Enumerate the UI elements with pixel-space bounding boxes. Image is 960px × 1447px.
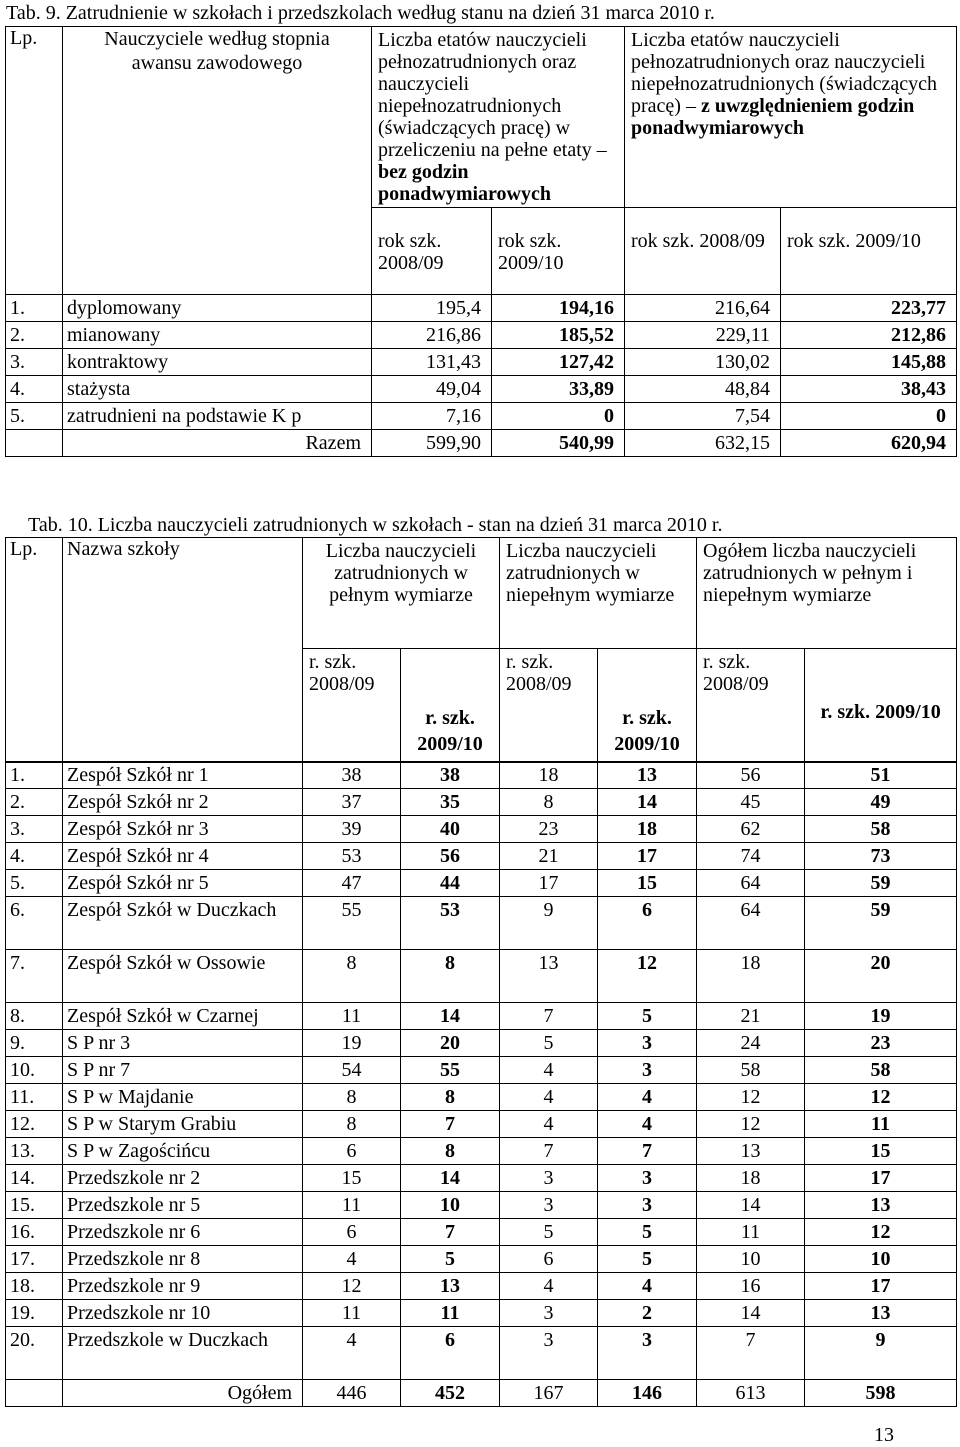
cell: 44	[401, 870, 500, 897]
cell: 16	[697, 1273, 805, 1300]
cell: 13	[697, 1138, 805, 1165]
cell: 14	[697, 1192, 805, 1219]
cell: 23	[805, 1030, 957, 1057]
cell: 3	[598, 1192, 697, 1219]
cell: 58	[697, 1057, 805, 1084]
cell: 131,43	[372, 348, 492, 375]
cell: 8	[303, 1111, 401, 1138]
tab10-year-new: r. szk. 2009/10	[401, 648, 500, 763]
cell: 12	[697, 1084, 805, 1111]
cell: 452	[401, 1380, 500, 1407]
row-name: zatrudnieni na podstawie K p	[63, 402, 372, 429]
cell: 37	[303, 789, 401, 816]
cell: 14	[697, 1300, 805, 1327]
tab9-lp-header-cont	[6, 208, 63, 295]
row-name: Przedszkole nr 8	[63, 1246, 303, 1273]
row-name: Zespół Szkół w Duczkach	[63, 897, 303, 950]
row-name: S P w Starym Grabiu	[63, 1111, 303, 1138]
tab10-year-old: r. szk. 2008/09	[697, 648, 805, 763]
cell: 35	[401, 789, 500, 816]
cell: 5	[598, 1003, 697, 1030]
cell: 18	[500, 762, 598, 789]
cell: 9	[805, 1327, 957, 1380]
cell: 212,86	[781, 321, 957, 348]
cell: 146	[598, 1380, 697, 1407]
cell: 223,77	[781, 294, 957, 321]
tab9-year-header: rok szk. 2009/10	[781, 208, 957, 295]
cell: 73	[805, 843, 957, 870]
cell: 38	[303, 762, 401, 789]
cell: 216,64	[625, 294, 781, 321]
cell: 7	[401, 1111, 500, 1138]
row-lp: 14.	[6, 1165, 63, 1192]
tab10-group3-header: Ogółem liczba nauczycieli zatrudnionych w pełnym i niepełnym wymiarze	[697, 538, 957, 649]
table-row	[6, 1165, 957, 1192]
row-lp: 17.	[6, 1246, 63, 1273]
cell: 4	[500, 1111, 598, 1138]
cell: 8	[500, 789, 598, 816]
table-row	[6, 1111, 957, 1138]
row-name: kontraktowy	[63, 348, 372, 375]
cell: 49	[805, 789, 957, 816]
cell: 14	[401, 1165, 500, 1192]
cell: 59	[805, 897, 957, 950]
row-name: Zespół Szkół w Ossowie	[63, 950, 303, 1003]
cell: 49,04	[372, 375, 492, 402]
row-lp: 11.	[6, 1084, 63, 1111]
tab10-year-new: r. szk. 2009/10	[805, 648, 957, 763]
table-row	[6, 762, 957, 789]
cell: 8	[303, 1084, 401, 1111]
cell: 195,4	[372, 294, 492, 321]
cell: 17	[805, 1273, 957, 1300]
row-name: Zespół Szkół nr 5	[63, 870, 303, 897]
cell: 17	[805, 1165, 957, 1192]
cell: 540,99	[492, 429, 625, 456]
table-row	[6, 1138, 957, 1165]
cell: 5	[401, 1246, 500, 1273]
row-name: S P w Majdanie	[63, 1084, 303, 1111]
tab10-lp-header: Lp.	[6, 538, 63, 649]
tab10-body	[5, 761, 957, 1407]
cell: 3	[598, 1057, 697, 1084]
cell: 12	[303, 1273, 401, 1300]
cell: 11	[805, 1111, 957, 1138]
cell: 15	[598, 870, 697, 897]
row-name: Zespół Szkół nr 2	[63, 789, 303, 816]
cell: 6	[303, 1138, 401, 1165]
row-name: Przedszkole nr 5	[63, 1192, 303, 1219]
cell: 12	[805, 1219, 957, 1246]
row-lp: 9.	[6, 1030, 63, 1057]
cell: 13	[500, 950, 598, 1003]
cell: 21	[500, 843, 598, 870]
tab10-lp-header-cont	[6, 648, 63, 763]
table-row	[6, 870, 957, 897]
cell: 446	[303, 1380, 401, 1407]
cell: 12	[805, 1084, 957, 1111]
tab9-table	[5, 26, 957, 457]
cell: 14	[598, 789, 697, 816]
row-name: Przedszkole w Duczkach	[63, 1327, 303, 1380]
row-lp: 12.	[6, 1111, 63, 1138]
cell: 5	[500, 1030, 598, 1057]
cell: 8	[401, 1084, 500, 1111]
row-lp: 16.	[6, 1219, 63, 1246]
tab9-lp-header: Lp.	[6, 27, 63, 208]
table-row	[6, 1273, 957, 1300]
row-name: Przedszkole nr 6	[63, 1219, 303, 1246]
cell: 38	[401, 762, 500, 789]
total-row	[6, 429, 957, 456]
total-row	[6, 1380, 957, 1407]
row-lp: 8.	[6, 1003, 63, 1030]
row-name: stażysta	[63, 375, 372, 402]
cell: 5	[598, 1219, 697, 1246]
cell: 3	[500, 1192, 598, 1219]
cell: 7	[500, 1003, 598, 1030]
cell: 3	[500, 1165, 598, 1192]
row-lp: 5.	[6, 402, 63, 429]
table-row	[6, 348, 957, 375]
cell: 15	[805, 1138, 957, 1165]
cell: 7	[598, 1138, 697, 1165]
cell: 11	[303, 1192, 401, 1219]
table-row	[6, 1192, 957, 1219]
cell: 185,52	[492, 321, 625, 348]
tab9-year-header: rok szk. 2008/09	[372, 208, 492, 295]
cell: 47	[303, 870, 401, 897]
cell: 58	[805, 816, 957, 843]
cell: 194,16	[492, 294, 625, 321]
cell: 2	[598, 1300, 697, 1327]
cell: 6	[500, 1246, 598, 1273]
cell: 3	[500, 1300, 598, 1327]
table-row	[6, 789, 957, 816]
cell: 8	[303, 950, 401, 1003]
cell: 3	[598, 1030, 697, 1057]
cell: 7	[697, 1327, 805, 1380]
row-name: mianowany	[63, 321, 372, 348]
cell: 6	[303, 1219, 401, 1246]
cell: 4	[598, 1273, 697, 1300]
cell: 11	[303, 1003, 401, 1030]
row-lp: 10.	[6, 1057, 63, 1084]
cell: 7	[500, 1138, 598, 1165]
cell: 145,88	[781, 348, 957, 375]
tab9-year-header: rok szk. 2008/09	[625, 208, 781, 295]
tab9-group1-header: Liczba etatów nauczycieli pełnozatrudnionych oraz nauczycieli niepełnozatrudnionych (świadczących pracę) w przeliczeniu na pełne etaty – bez godzin ponadwymiarowych	[372, 27, 625, 208]
cell: 620,94	[781, 429, 957, 456]
cell: 4	[303, 1246, 401, 1273]
table-row	[6, 1057, 957, 1084]
table-row	[6, 843, 957, 870]
cell: 21	[697, 1003, 805, 1030]
row-lp: 13.	[6, 1138, 63, 1165]
cell: 7,16	[372, 402, 492, 429]
row-lp: 19.	[6, 1300, 63, 1327]
total-label: Ogółem	[63, 1380, 303, 1407]
cell: 54	[303, 1057, 401, 1084]
cell: 13	[805, 1300, 957, 1327]
row-lp: 3.	[6, 816, 63, 843]
total-label: Razem	[63, 429, 372, 456]
row-name: dyplomowany	[63, 294, 372, 321]
cell: 19	[805, 1003, 957, 1030]
cell: 38,43	[781, 375, 957, 402]
table-row	[6, 1327, 957, 1380]
table-row	[6, 1219, 957, 1246]
cell: 11	[303, 1300, 401, 1327]
table-row	[6, 375, 957, 402]
row-name: Przedszkole nr 9	[63, 1273, 303, 1300]
cell: 229,11	[625, 321, 781, 348]
row-lp: 4.	[6, 843, 63, 870]
cell: 56	[401, 843, 500, 870]
cell: 12	[598, 950, 697, 1003]
table-row	[6, 1030, 957, 1057]
cell: 64	[697, 870, 805, 897]
tab9-caption: Tab. 9. Zatrudnienie w szkołach i przedszkolach według stanu na dzień 31 marca 2010 r.	[6, 2, 715, 24]
tab10-year-old: r. szk. 2008/09	[500, 648, 598, 763]
cell: 6	[598, 897, 697, 950]
cell: 13	[401, 1273, 500, 1300]
table-row	[6, 1246, 957, 1273]
cell: 17	[598, 843, 697, 870]
cell: 632,15	[625, 429, 781, 456]
cell: 58	[805, 1057, 957, 1084]
row-lp: 5.	[6, 870, 63, 897]
cell: 18	[598, 816, 697, 843]
row-lp: 2.	[6, 789, 63, 816]
row-name: S P nr 7	[63, 1057, 303, 1084]
cell: 23	[500, 816, 598, 843]
cell: 4	[500, 1057, 598, 1084]
cell: 4	[598, 1111, 697, 1138]
total-lp	[6, 1380, 63, 1407]
table-row	[6, 1084, 957, 1111]
tab9-year-header: rok szk. 2009/10	[492, 208, 625, 295]
table-row	[6, 321, 957, 348]
row-name: S P w Zagościńcu	[63, 1138, 303, 1165]
row-name: Zespół Szkół w Czarnej	[63, 1003, 303, 1030]
tab10-year-new: r. szk. 2009/10	[598, 648, 697, 763]
row-name: Zespół Szkół nr 4	[63, 843, 303, 870]
table-row	[6, 402, 957, 429]
cell: 5	[598, 1246, 697, 1273]
cell: 59	[805, 870, 957, 897]
cell: 64	[697, 897, 805, 950]
tab10-name-header: Nazwa szkoły	[63, 538, 303, 649]
row-lp: 3.	[6, 348, 63, 375]
cell: 3	[500, 1327, 598, 1380]
table-row	[6, 950, 957, 1003]
cell: 20	[401, 1030, 500, 1057]
row-lp: 20.	[6, 1327, 63, 1380]
row-name: Zespół Szkół nr 1	[63, 762, 303, 789]
row-lp: 15.	[6, 1192, 63, 1219]
cell: 14	[401, 1003, 500, 1030]
cell: 11	[697, 1219, 805, 1246]
cell: 15	[303, 1165, 401, 1192]
cell: 74	[697, 843, 805, 870]
cell: 599,90	[372, 429, 492, 456]
cell: 598	[805, 1380, 957, 1407]
cell: 8	[401, 950, 500, 1003]
cell: 7,54	[625, 402, 781, 429]
table-row	[6, 1003, 957, 1030]
cell: 8	[401, 1138, 500, 1165]
cell: 6	[401, 1327, 500, 1380]
cell: 55	[401, 1057, 500, 1084]
cell: 216,86	[372, 321, 492, 348]
cell: 62	[697, 816, 805, 843]
cell: 10	[697, 1246, 805, 1273]
table-row	[6, 1300, 957, 1327]
cell: 20	[805, 950, 957, 1003]
cell: 48,84	[625, 375, 781, 402]
cell: 9	[500, 897, 598, 950]
tab9-level-header-cont	[63, 208, 372, 295]
row-lp: 1.	[6, 294, 63, 321]
cell: 7	[401, 1219, 500, 1246]
row-lp: 7.	[6, 950, 63, 1003]
cell: 17	[500, 870, 598, 897]
cell: 130,02	[625, 348, 781, 375]
cell: 0	[492, 402, 625, 429]
total-lp	[6, 429, 63, 456]
cell: 53	[303, 843, 401, 870]
table-row	[6, 897, 957, 950]
cell: 4	[500, 1273, 598, 1300]
cell: 12	[697, 1111, 805, 1138]
cell: 167	[500, 1380, 598, 1407]
cell: 33,89	[492, 375, 625, 402]
tab10-group2-header: Liczba nauczycieli zatrudnionych w niepełnym wymiarze	[500, 538, 697, 649]
cell: 0	[781, 402, 957, 429]
tab10-name-header-cont	[63, 648, 303, 763]
cell: 5	[500, 1219, 598, 1246]
cell: 3	[598, 1165, 697, 1192]
cell: 4	[303, 1327, 401, 1380]
cell: 40	[401, 816, 500, 843]
tab10-year-old: r. szk. 2008/09	[303, 648, 401, 763]
table-row	[6, 816, 957, 843]
tab10-caption: Tab. 10. Liczba nauczycieli zatrudnionych w szkołach - stan na dzień 31 marca 2010 r.	[28, 514, 723, 536]
row-lp: 4.	[6, 375, 63, 402]
cell: 51	[805, 762, 957, 789]
cell: 18	[697, 950, 805, 1003]
tab10-table	[5, 537, 957, 763]
cell: 4	[598, 1084, 697, 1111]
row-name: Przedszkole nr 2	[63, 1165, 303, 1192]
cell: 19	[303, 1030, 401, 1057]
cell: 56	[697, 762, 805, 789]
cell: 53	[401, 897, 500, 950]
cell: 24	[697, 1030, 805, 1057]
tab10-group1-header: Liczba nauczycieli zatrudnionych w pełnym wymiarze	[303, 538, 500, 649]
row-name: S P nr 3	[63, 1030, 303, 1057]
table-row	[6, 294, 957, 321]
cell: 127,42	[492, 348, 625, 375]
cell: 18	[697, 1165, 805, 1192]
row-name: Zespół Szkół nr 3	[63, 816, 303, 843]
cell: 10	[805, 1246, 957, 1273]
cell: 11	[401, 1300, 500, 1327]
row-lp: 2.	[6, 321, 63, 348]
row-lp: 18.	[6, 1273, 63, 1300]
tab9-level-header: Nauczyciele według stopnia awansu zawodowego	[63, 27, 372, 208]
row-lp: 6.	[6, 897, 63, 950]
cell: 10	[401, 1192, 500, 1219]
cell: 55	[303, 897, 401, 950]
row-lp: 1.	[6, 762, 63, 789]
cell: 13	[805, 1192, 957, 1219]
cell: 39	[303, 816, 401, 843]
row-name: Przedszkole nr 10	[63, 1300, 303, 1327]
cell: 45	[697, 789, 805, 816]
cell: 3	[598, 1327, 697, 1380]
cell: 4	[500, 1084, 598, 1111]
tab9-group2-header: Liczba etatów nauczycieli pełnozatrudnionych oraz nauczycieli niepełnozatrudnionych (świadczących pracę) – z uwzględnieniem godzin ponadwymiarowych	[625, 27, 957, 208]
page-number: 13	[874, 1424, 894, 1446]
cell: 13	[598, 762, 697, 789]
cell: 613	[697, 1380, 805, 1407]
